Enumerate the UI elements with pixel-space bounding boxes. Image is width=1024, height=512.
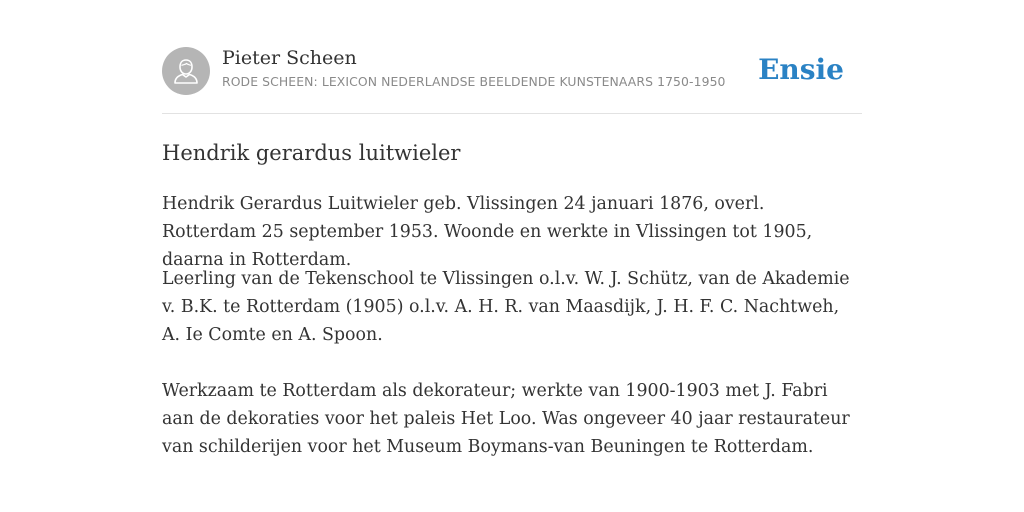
entry-paragraph: Hendrik Gerardus Luitwieler geb. Vlissingen 24 januari 1876, overl. Rotterdam 25 september 1953. Woonde en werkte in Vlissingen tot 1905, daarna in Rotterdam. (162, 194, 813, 270)
user-silhouette-icon (162, 47, 210, 95)
author-avatar[interactable] (162, 47, 210, 95)
source-title[interactable]: RODE SCHEEN: LEXICON NEDERLANDSE BEELDENDE KUNSTENAARS 1750-1950 (222, 74, 726, 89)
entry-paragraph: Leerling van de Tekenschool te Vlissingen o.l.v. W. J. Schütz, van de Akademie v. B.K. te Rotterdam (1905) o.l.v. A. H. R. van Maasdijk, J. H. F. C. Nachtweh, A. Ie Comte en A. Spoon. (162, 269, 850, 345)
entry-title: Hendrik gerardus luitwieler (162, 141, 461, 165)
entry-paragraph: Werkzaam te Rotterdam als dekorateur; werkte van 1900-1903 met J. Fabri aan de dekoraties voor het paleis Het Loo. Was ongeveer 40 jaar restaurateur van schilderijen voor het Museum Boymans-van Beuningen te Rotterdam. (162, 381, 850, 457)
ensie-logo[interactable]: Ensie (758, 53, 844, 86)
entry-header (162, 46, 862, 96)
author-name[interactable]: Pieter Scheen (222, 47, 357, 69)
header-divider (162, 113, 862, 114)
